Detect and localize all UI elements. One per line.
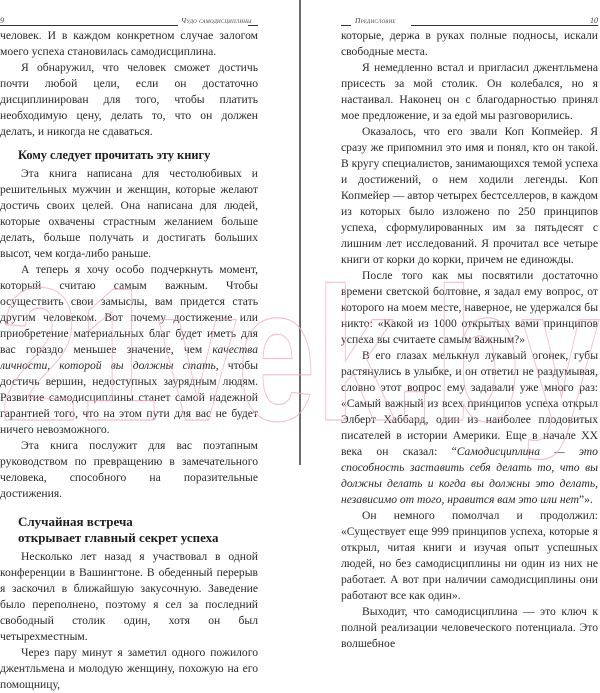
running-head-title: Чудо самодисциплины	[181, 16, 252, 25]
running-head-title: Предисловие	[355, 16, 396, 25]
paragraph	[341, 348, 598, 508]
left-page	[0, 0, 300, 691]
paragraph: Эта книга послужит для вас поэтапным руководством по превращению в замечательного человека, способного на поразительные достижения.	[0, 439, 258, 500]
paragraph: Оказалось, что его звали Коп Копмейер. Я сразу же припомнил это имя и понял, кто он такой. В кругу специалистов, занимающихся темой успеха и достижений, о нем ходили легенды. Коп Копмейер — автор четырех бестселлеров, в каждом из которых было изложено по 250 принципов успеха, сформулированных им за пятьдесят с лишним лет исследований. Я прочитал все четыре книги от корки до корки, причем не единожды.	[341, 125, 598, 266]
header-rule	[248, 25, 258, 26]
page-number: 10	[590, 16, 598, 25]
section-heading	[18, 514, 258, 546]
paragraph: Я обнаружил, что человек сможет достичь почти любой цели, если он достаточно дисциплинирован для того, чтобы платить необходимую цену, делать то, что он должен делать, и никогда не сдаваться.	[0, 61, 258, 138]
text-run: ”».	[579, 493, 593, 506]
paragraph: Через пару минут я заметил одного пожилого джентльмена и молодую женщину, похожую на его помощницу,	[0, 646, 258, 691]
paragraph: человек. И в каждом конкретном случае залогом моего успеха становилась самодисциплина.	[0, 29, 258, 58]
text-run: В его глазах мелькнул лукавый огонек, губы растянулись в улыбке, и он ответил не раздумывая, словно этот вопрос ему задавали уже много раз: «Самый важный из всех принципов успеха открыл Элберт Хаббард, один из наиболее плодовитых писателей в истории Америки. Еще в начале XX века он сказал: “	[341, 349, 598, 458]
text-run: , чтобы достичь вершин, недоступных заурядным людям. Развитие самодисциплины станет самой надежной гарантией того, что на этом пути для вас не будет ничего невозможного.	[0, 359, 258, 436]
right-page-text	[341, 28, 598, 652]
paragraph: После того как мы посвятили достаточно времени светской болтовне, я задал ему вопрос, от которого на моем месте, наверное, не удержался бы никто: «Какой из 1000 открытых вами принципов успеха вы считаете самым важным?»	[341, 269, 598, 346]
text-run: А теперь я хочу особо подчеркнуть момент, который считаю самым важным. Чтобы осуществить свои замыслы, вам придется стать другим человеком. Вот почему достижение или приобретение материальных благ будет иметь для вас гораздо меньшее значение, чем	[0, 263, 258, 356]
left-page-text	[0, 28, 258, 693]
paragraph: которые, держа в руках полные подносы, искали свободные места.	[341, 29, 598, 58]
page-number: 9	[0, 16, 4, 25]
paragraph: Он немного помолчал и продолжил: «Существует еще 999 принципов успеха, которые я открыл, читая книги и изучая опыт успешных людей, но без самодисциплины ни один из них не работает. А вот при наличии самодисциплины они работают все как один».	[341, 509, 598, 602]
heading-line: открывает главный секрет успеха	[18, 530, 219, 545]
running-head-right	[341, 14, 598, 26]
header-rule	[0, 25, 178, 26]
paragraph: Выходит, что самодисциплина — это ключ к полной реализации человеческого потенциала. Это волшебное	[341, 605, 598, 650]
watermark-text: 21vek.by	[0, 249, 600, 461]
emphasis-text: качества личности, которой вы должны стать	[0, 343, 258, 372]
right-page	[302, 0, 600, 650]
heading-line: Случайная встреча	[18, 514, 133, 529]
paragraph: Эта книга написана для честолюбивых и решительных мужчин и женщин, которые желают достичь своих целей. Она написана для людей, которые охвачены страстным желанием больше делать, больше получать и достигать больших высот, чем когда-либо раньше.	[0, 167, 258, 260]
emphasis-text: Самодисциплина — это способность заставить себя делать то, что вы должны делать и когда вы должны это делать, независимо от того, нравится вам это или нет	[341, 445, 598, 506]
header-rule	[341, 25, 351, 26]
paragraph: Несколько лет назад я участвовал в одной конференции в Вашингтоне. В обеденный перерыв я заскочил в ближайшую закусочную. Заведение было переполнено, поэтому я сел за последний свободный столик один, хотя он был четырехместным.	[0, 550, 258, 643]
paragraph	[0, 262, 258, 438]
running-head-left	[0, 14, 258, 26]
section-heading: Кому следует прочитать эту книгу	[18, 148, 211, 162]
book-gutter	[299, 0, 301, 465]
paragraph: Я немедленно встал и пригласил джентльмена присесть за мой столик. Он колебался, но я настаивал. Наконец он с благодарностью принял мое предложение, и за едой мы разговорились.	[341, 61, 598, 122]
header-rule	[411, 25, 598, 26]
